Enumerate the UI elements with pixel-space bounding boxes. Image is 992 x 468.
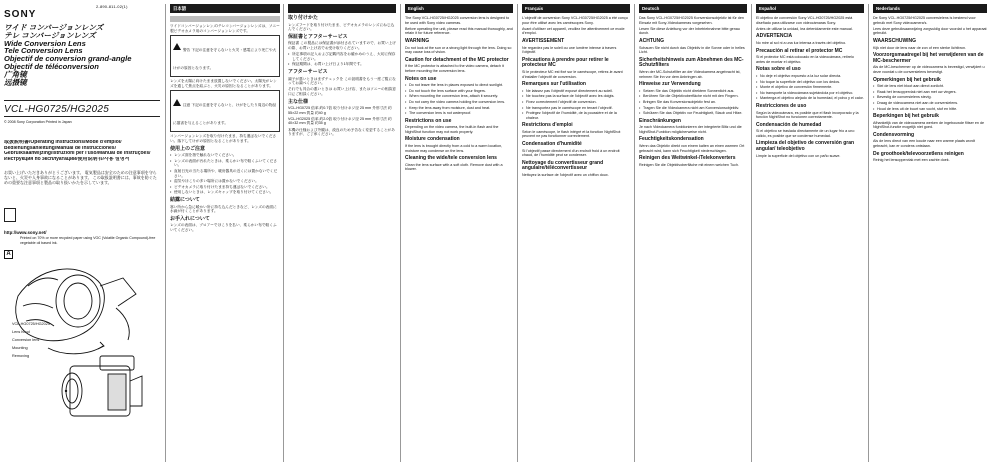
warning-text: 注意 下記の注意を守らないと、けがをしたり周辺の物品に損害を与えることがあります。 — [173, 103, 277, 126]
paragraph: Das Sony VCL-HG0725/HG2025 Konversionsobjektiv ist für den Einsatz mit Sony-Videokameras vorgesehen. — [639, 16, 744, 25]
title-cn-tele: 远摄镜 — [4, 77, 27, 87]
recycle-icon — [4, 208, 16, 222]
bullet-item: • Ne touchez pas la surface de l'objectif avec les doigts. — [522, 94, 630, 99]
paragraph: コンバージョンレンズを取り付けたまま、持ち運ばないでください。落下してけがの原因となることがあります。 — [170, 134, 277, 143]
language-header: Nederlands — [873, 4, 987, 13]
paragraph: Según la videocámara, es posible que el flash incorporado y la función NightShot no funcionen correctamente. — [756, 110, 859, 120]
bullet-item: • Do not leave the lens in places exposed to direct sunlight. — [405, 83, 513, 88]
model-code: 2-890-811-02(1) — [96, 4, 128, 9]
section-heading: Einschränkungen — [639, 117, 681, 124]
section-heading: Notes on use — [405, 75, 437, 82]
section-heading: Hinweise zur Verwendung — [639, 81, 701, 88]
section-heading: Precaución al retirar el protector MC — [756, 47, 843, 54]
bullet-item: • No deje el objetivo expuesto a la luz solar directa. — [756, 74, 864, 79]
mounting-illustration — [8, 256, 158, 456]
paragraph: Do not look at the sun or a strong light through the lens. Doing so may cause loss of vision. — [405, 45, 512, 55]
section-heading: Précautions à prendre pour retirer le protecteur MC — [522, 56, 609, 69]
paragraph: Si el objetivo se traslada directamente de un lugar frío a uno cálido, es posible que se condense humedad. — [756, 129, 855, 138]
paragraph: それでも具合の悪いときは お買い上げ店、またはソニーの相談窓口にご相談ください。 — [288, 87, 396, 96]
warning-text: 警告 下記の注意を守らないと火災・感電により死亡や大けがの原因となります。 — [173, 48, 277, 71]
paragraph: レンズの表面は、ブロアーでほこりを払い、柔らかい布で軽くふいてください。 — [170, 223, 277, 232]
paragraph: 本機の仕様および外観は、改良のため予告なく変更することがありますが、ご了承ください。 — [288, 127, 395, 137]
bullet-item: • No toque la superficie del objetivo con los dedos. — [756, 80, 864, 85]
section-heading: Sicherheitshinweis zum Abnehmen des MC-Schutzfilters — [639, 56, 744, 69]
paragraph: Si el protector MC está colocado en la videocámara, retírelo antes de montar el objetivo. — [756, 55, 854, 64]
bullet-item: • Monte el objetivo de conversión firmemente. — [756, 85, 864, 90]
column-divider — [165, 4, 166, 462]
title-fr-wide: Objectif de conversion grand-angle — [4, 54, 132, 64]
paragraph: If the MC protector is attached to the video camera, detach it before mounting the conversion lens. — [405, 64, 504, 73]
paragraph: If the lens is brought directly from a cold to a warm location, moisture may condense on the lens. — [405, 144, 503, 153]
section-heading: WARNING — [405, 37, 430, 44]
bullet-item: • Bevestig de conversielens stevig. — [873, 95, 987, 100]
paragraph: Si l'objectif passe directement d'un endroit froid à un endroit chaud, de l'humidité peut se condenser. — [522, 148, 620, 158]
bullet-item: • レンズの表面が汚れたときは、柔らかい布で軽くふいてください。 — [170, 159, 280, 168]
paragraph: No mire al sol ni a una luz intensa a través del objetivo. — [756, 40, 847, 45]
warning-box — [170, 35, 280, 77]
paragraph: L'objectif de conversion Sony VCL-HG0725/HG2025 a été conçu pour être utilisé avec les caméscopes Sony. — [522, 16, 628, 25]
bullet-item: • When mounting the conversion lens, attach it securely. — [405, 94, 513, 99]
manual-line: Gebruiksaanwijzing/Istruzioni per l'uso/Manual de instruções/ — [4, 151, 151, 157]
section-heading: WAARSCHUWING — [873, 37, 917, 44]
warning-icon — [173, 99, 181, 106]
bullet-item: • Berühren Sie die Objektivoberfläche nicht mit den Fingern. — [639, 94, 747, 99]
column-japanese-2 — [288, 4, 396, 462]
paragraph: 保証書 この製品には保証書が添付されていますので、お買い上げの際、お買い上げ店でお受け取りください。 — [288, 41, 396, 50]
bullet-item: • レンズ面を指で触れないでください。 — [170, 153, 280, 158]
section-heading: De groothoek/televoorzetlens reinigen — [873, 150, 964, 157]
section-heading: Restrictions d'emploi — [522, 122, 573, 129]
section-heading: Condensación de humedad — [756, 121, 822, 128]
paragraph: Wenn der MC-Schutzfilter an der Videokamera angebracht ist, nehmen Sie ihn vor dem Anbringen ab. — [639, 69, 741, 79]
paragraph: Si le protecteur MC est fixé sur le caméscope, retirez-le avant d'installer l'objectif de conversion. — [522, 69, 623, 79]
bullet-item: • Mantenga el objetivo alejado de la humedad, el polvo y el calor. — [756, 96, 864, 101]
illus-label: Conversion lens — [12, 338, 40, 342]
column-divider — [868, 4, 869, 462]
section-heading: Limpieza del objetivo de conversión gran angular/ teleobjetivo — [756, 140, 855, 153]
title-jp-wide: ワイド コンバージョンレンズ — [4, 23, 104, 32]
section-heading: Caution for detachment of the MC protector — [405, 56, 509, 63]
section-heading: Nettoyage du convertisseur grand angulaire/téléconvertisseur — [522, 159, 604, 172]
section-heading: 保証書とアフターサービス — [288, 33, 348, 40]
section-heading: Moisture condensation — [405, 136, 460, 143]
paragraph: 寒い所から急に暖かい所に持ち込んだときなど、レンズの表面に水滴が付くことがあります。 — [170, 204, 277, 214]
column-divider — [400, 4, 401, 462]
section-heading: Reinigen des Weitwinkel-/Telekonverters — [639, 155, 736, 162]
language-header: English — [405, 4, 513, 13]
section-heading: Restrictions on use — [405, 117, 452, 124]
paragraph: Als de MC-beschermer op de videocamera is bevestigd, verwijdert u deze voordat u de conversielens bevestigt. — [873, 65, 985, 74]
column-divider — [751, 4, 752, 462]
bullet-item: • Draag de videocamera niet aan de conversielens. — [873, 101, 987, 106]
paragraph: Wenn das Objektiv direkt von einem kalten an einen warmen Ort gebracht wird, kann sich Feuchtigkeit niederschlagen. — [639, 144, 745, 153]
manual-language-list — [4, 140, 162, 162]
paragraph: Lesen Sie diese Anleitung vor der Inbetriebnahme bitte genau durch. — [639, 26, 740, 36]
section-heading: 結露について — [170, 196, 200, 203]
cover-title — [4, 24, 162, 86]
illus-label: Removing — [12, 354, 30, 358]
paragraph: Reinigen Sie die Objektivoberfläche mit einem weichen Tuch. — [639, 162, 740, 167]
paragraph: Je nach Videokamera funktionieren der integrierte Blitz und die NightShot-Funktion möglicherweise nicht. — [639, 125, 742, 134]
paragraph: Schauen Sie nicht durch das Objektiv in die Sonne oder in helles Licht. — [639, 45, 745, 55]
section-heading: AVERTISSEMENT — [522, 37, 565, 44]
bullet-item: • 使用しないときは、レンズキャップを取り付けてください。 — [170, 190, 280, 195]
section-heading: Voorzorgsmaatregel bij het verwijderen van de MC-beschermer — [873, 52, 984, 64]
column-divider — [634, 4, 635, 462]
section-letter: A — [4, 250, 13, 259]
paragraph: El objetivo de conversión Sony VCL-HG0725/HG2025 está diseñado para utilizarse con videocámaras Sony. — [756, 16, 853, 25]
language-header: 日本語 — [170, 4, 280, 13]
section-heading: Condensation d'humidité — [522, 141, 582, 148]
section-heading: 取り付けかた — [288, 15, 319, 21]
section-heading: 主な仕様 — [288, 98, 309, 105]
bullet-item: • Houd de lens uit de buurt van vocht, stof en hitte. — [873, 107, 987, 112]
paragraph: Before operating the unit, please read this manual thoroughly, and retain it for future reference. — [405, 26, 513, 36]
bullet-item: • 保証期間は、お買い上げ日より1年間です。 — [288, 62, 396, 67]
paragraph: Limpie la superficie del objetivo con un paño suave. — [756, 153, 841, 158]
manual-line: Bedienungsanleitung/Manual de instrucciones/ — [4, 145, 116, 151]
bullet-item: • Do not touch the lens surface with your fingers. — [405, 89, 513, 94]
column-english — [405, 4, 513, 462]
paragraph: Reinig het lensoppervlak met een zachte doek. — [873, 158, 950, 163]
bullet-item: • Fixez correctement l'objectif de conversion. — [522, 100, 630, 105]
language-header: Deutsch — [639, 4, 747, 13]
manual-line: Инструкция по эксплуатации/使用说明书/사용 설명서 — [4, 156, 130, 162]
section-heading: お手入れについて — [170, 215, 210, 222]
illus-label: Lens hood — [12, 330, 30, 334]
bullet-item: • 湿気やほこりの多い場所には置かないでください。 — [170, 179, 280, 184]
paragraph: Avant d'utiliser cet appareil, veuillez lire attentivement ce mode d'emploi. — [522, 26, 625, 36]
paragraph: Depending on the video camera, the built-in flash and the NightShot function may not work properly. — [405, 125, 499, 134]
illus-label: VCL-HG0725/HG2025 — [12, 322, 50, 326]
title-en-tele: Tele Conversion Lens — [4, 46, 83, 56]
model-number: VCL-HG0725/HG2025 — [4, 104, 110, 115]
paragraph: Selon le caméscope, le flash intégré et la fonction NightShot peuvent ne pas fonctionner correctement. — [522, 129, 621, 139]
section-heading: Opmerkingen bij het gebruik — [873, 76, 941, 83]
bullet-item: • Setzen Sie das Objektiv nicht direktem Sonnenlicht aus. — [639, 89, 747, 94]
column-french — [522, 4, 630, 462]
language-header: Español — [756, 4, 864, 13]
paragraph: The Sony VCL-HG0725/HG2025 conversion lens is designed to be used with Sony video cameras. — [405, 16, 510, 25]
paragraph: レンズフードを取り付けたまま、ビデオカメラのレンズにねじ込んでください。 — [288, 22, 395, 32]
cover-note: お買い上げいただきありがとうございます。 電気製品は安全のための注意事項を守らないと、火災や人身事故になることがあります。 この取扱説明書には、事故を防ぐための重要な注意事項と製品の取り扱いかたを示しています。 — [4, 170, 157, 185]
paragraph: レンズを太陽に向けたまま放置しないでください。太陽光がレンズを通して焦点を結ぶと、火災の原因となることがあります。 — [170, 79, 277, 88]
column-dutch — [873, 4, 987, 462]
bullet-item: • No transporte la videocámara sujetándola por el objetivo. — [756, 91, 864, 96]
paragraph: Antes de utilizar la unidad, lea detenidamente este manual. — [756, 26, 853, 31]
title-cn-wide: 广角镜 — [4, 69, 27, 79]
column-german — [639, 4, 747, 462]
bullet-item: • Ne transportez pas le caméscope en tenant l'objectif. — [522, 106, 630, 111]
bullet-item: • 直射日光の当たる場所や、暖房器具の近くには置かないでください。 — [170, 169, 280, 178]
column-divider — [283, 4, 284, 462]
manual-line: 取扱説明書/Operating Instructions/Mode d'emploi/ — [4, 140, 122, 145]
paragraph: VCL-HG0725 倍率 約0.7倍 取り付けネジ径 25 mm 外形寸法 約55×22 mm 質量 約40 g — [288, 106, 392, 115]
paragraph: 調子が悪いときはまずチェックを この説明書をもう一度ご覧になってお調べください。 — [288, 76, 396, 86]
language-header: Français — [522, 4, 630, 13]
section-heading: Notas sobre el uso — [756, 66, 801, 73]
paragraph: Kijk niet door de lens naar de zon of een sterke lichtbron. — [873, 45, 967, 50]
section-heading: Restricciones de uso — [756, 102, 807, 109]
section-heading: Beperkingen bij het gebruik — [873, 113, 939, 120]
section-heading: Remarques sur l'utilisation — [522, 81, 586, 88]
section-heading: Feuchtigkeitskondensation — [639, 136, 704, 143]
section-heading: ACHTUNG — [639, 37, 664, 44]
bullet-item: • 所定事項の記入および記載内容をお確かめのうえ、大切に保存してください。 — [288, 52, 396, 61]
paragraph: De Sony VCL-HG0725/HG2025 conversielens is bestemd voor gebruik met Sony videocamera's. — [873, 16, 976, 25]
paragraph: Clean the lens surface with a soft cloth. Remove dust with a blower. — [405, 162, 503, 172]
paragraph: Lees deze gebruiksaanwijzing zorgvuldig door voordat u het apparaat gebruikt. — [873, 26, 987, 36]
bullet-item: • Do not carry the video camera holding the conversion lens. — [405, 100, 513, 105]
bullet-item: • Bringen Sie das Konversionsobjektiv fest an. — [639, 100, 747, 105]
bullet-item: • The conversion lens is not waterproof. — [405, 111, 513, 116]
column-japanese-1 — [170, 4, 280, 462]
paragraph: Ne regardez pas le soleil ou une lumière intense à travers l'objectif. — [522, 45, 617, 55]
bullet-item: • Raak het lensoppervlak niet aan met uw vingers. — [873, 90, 987, 95]
warning-box — [170, 90, 280, 132]
paragraph: Afhankelijk van de videocamera werken de ingebouwde flitser en de NightShot-functie mogelijk niet goed. — [873, 120, 985, 130]
paragraph: Nettoyez la surface de l'objectif avec un chiffon doux. — [522, 173, 609, 178]
title-jp-tele: テレ コンバージョンレンズ — [4, 30, 96, 40]
cover-divider — [4, 100, 160, 101]
bullet-item: • ビデオカメラに取り付けたまま持ち運ばないでください。 — [170, 185, 280, 190]
brand-logo: SONY — [4, 9, 37, 20]
printed-line: © 2008 Sony Corporation Printed in Japan — [4, 120, 72, 124]
section-heading: Condensvorming — [873, 131, 915, 138]
warning-icon — [173, 43, 181, 50]
language-header — [288, 4, 396, 13]
title-fr-tele: Objectif de téléconversion — [4, 61, 99, 71]
bullet-item: • Protégez l'objectif de l'humidité, de la poussière et de la chaleur. — [522, 111, 630, 120]
title-en-wide: Wide Conversion Lens — [4, 38, 86, 48]
illus-label: Mounting — [12, 346, 28, 350]
section-heading: アフターサービス — [288, 68, 328, 75]
bullet-item: • Ne laissez pas l'objectif exposé directement au soleil. — [522, 89, 630, 94]
bullet-item: • Stel de lens niet bloot aan direct zonlicht. — [873, 84, 987, 89]
grey-bar — [170, 16, 280, 22]
column-divider — [517, 4, 518, 462]
section-heading: 使用上のご注意 — [170, 145, 206, 152]
column-spanish — [756, 4, 864, 462]
paragraph: ワイドコンバージョンレンズ/テレコンバージョンレンズは、ソニー製ビデオカメラ用のコンバージョンレンズです。 — [170, 24, 280, 33]
paragraph: VCL-HG2025 倍率 約2.0倍 取り付けネジ径 25 mm 外形寸法 約40×32 mm 質量 約35 g — [288, 116, 392, 126]
cover-panel — [4, 4, 162, 464]
paragraph: Als de lens direct van een koude naar een warme plaats wordt gebracht, kan er condens ontstaan. — [873, 139, 975, 149]
print-note: Printed on 70% or more recycled paper using VOC (Volatile Organic Compound)-free vegetable oil based ink. — [20, 236, 156, 245]
cover-divider — [4, 116, 160, 117]
bullet-item: • Keep the lens away from moisture, dust and heat. — [405, 106, 513, 111]
website-url: http://www.sony.net/ — [4, 230, 47, 235]
bullet-item: • Schützen Sie das Objektiv vor Feuchtigkeit, Staub und Hitze. — [639, 111, 747, 116]
bullet-item: • Tragen Sie die Videokamera nicht am Konversionsobjektiv. — [639, 106, 747, 111]
section-heading: Cleaning the wide/tele conversion lens — [405, 155, 497, 162]
section-heading: ADVERTENCIA — [756, 33, 793, 40]
